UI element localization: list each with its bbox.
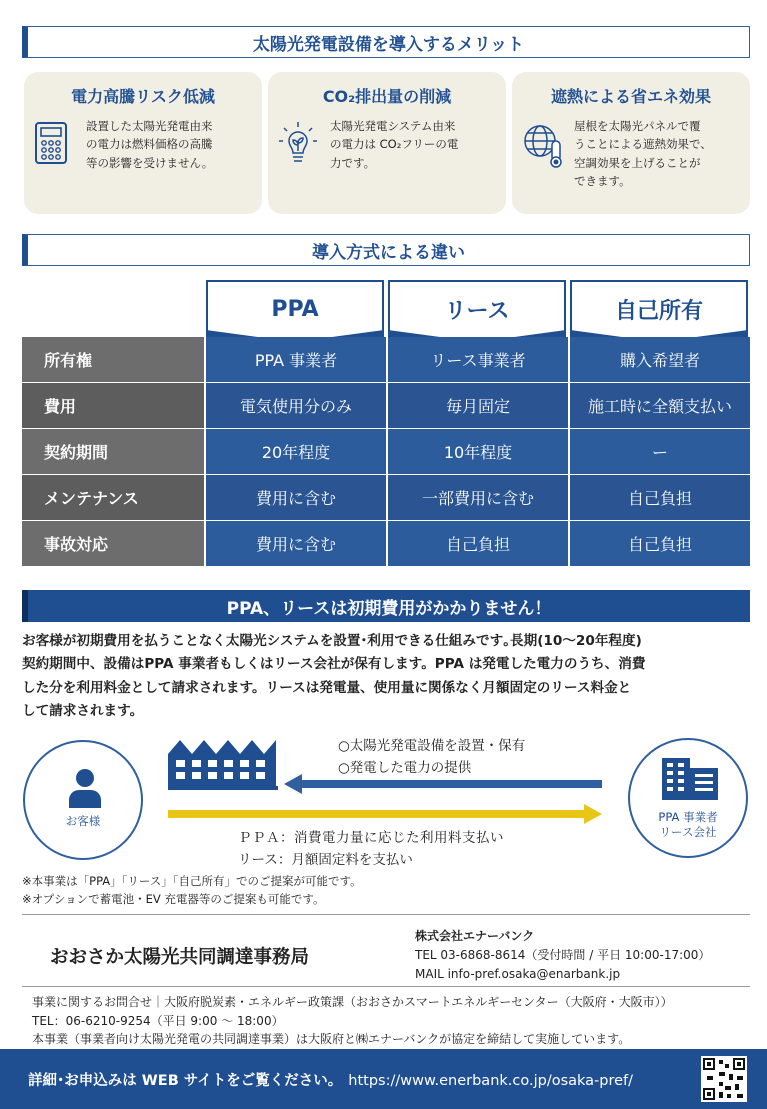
qr-code-icon[interactable] bbox=[701, 1056, 747, 1102]
table-cell: 購入希望者 bbox=[570, 337, 750, 382]
company-tel: TEL 03-6868-8614（受付時間 / 平日 10:00-17:00） bbox=[415, 948, 711, 963]
footer-text: 詳細･お申込みは WEB サイトをご覧ください。 bbox=[28, 1073, 343, 1089]
comparison-header bbox=[22, 234, 750, 266]
no-initial-cost-banner bbox=[22, 590, 750, 622]
merit-card-co2 bbox=[268, 72, 506, 214]
merit-text-line: 空調効果を上げることが bbox=[574, 155, 701, 170]
merit-card-title: 遮熱による省エネ効果 bbox=[550, 87, 711, 106]
merits-header bbox=[22, 26, 750, 58]
office-building-icon bbox=[658, 754, 722, 800]
person-icon bbox=[67, 768, 103, 808]
table-row bbox=[22, 337, 750, 383]
payment-arrow bbox=[168, 804, 602, 824]
customer-circle bbox=[23, 740, 143, 860]
office-name: おおさか太陽光共同調達事務局 bbox=[50, 947, 310, 968]
row-label: 契約期間 bbox=[22, 429, 204, 474]
contact-info bbox=[32, 993, 673, 1049]
table-cell: 一部費用に含む bbox=[388, 475, 568, 520]
table-cell: 費用に含む bbox=[206, 475, 386, 520]
website-link[interactable]: https://www.enerbank.co.jp/osaka-pref/ bbox=[348, 1073, 634, 1089]
payment-line: リース：月額固定料を支払い bbox=[238, 852, 413, 868]
merit-card-insulation bbox=[512, 72, 750, 214]
merit-text-line: 屋根を太陽光パネルで覆 bbox=[574, 119, 701, 133]
merit-card-title: CO₂排出量の削減 bbox=[322, 87, 452, 106]
description-line: お客様が初期費用を払うことなく太陽光システムを設置･利用できる仕組みです｡長期(10～20年程度) bbox=[22, 633, 642, 649]
contact-line: TEL：06-6210-9254（平日 9:00 ～ 18:00） bbox=[32, 1013, 284, 1028]
service-line: ○太陽光発電設備を設置・保有 bbox=[338, 738, 526, 754]
row-label: メンテナンス bbox=[22, 475, 204, 520]
column-header-label: リース bbox=[444, 298, 510, 324]
provider-label: リース会社 bbox=[659, 824, 717, 839]
note-line: ※本事業は「PPA」「リース」「自己所有」でのご提案が可能です。 bbox=[22, 874, 362, 888]
merit-text-line: 力です。 bbox=[330, 155, 376, 170]
description-line: 契約期間中、設備はPPA 事業者もしくはリース会社が保有します。PPA は発電した電力のうち、消費 bbox=[22, 656, 646, 673]
description-line: して請求されます。 bbox=[22, 703, 144, 720]
merit-card-cost bbox=[24, 72, 262, 214]
payment-line: ＰＰＡ：消費電力量に応じた利用料支払い bbox=[238, 830, 504, 846]
merit-text-line: の電力は CO₂フリーの電 bbox=[330, 137, 459, 152]
column-header-lease bbox=[388, 280, 566, 336]
table-cell: 費用に含む bbox=[206, 521, 386, 566]
merit-text-line: の電力は燃料価格の高騰 bbox=[86, 137, 213, 152]
table-cell: 電気使用分のみ bbox=[206, 383, 386, 428]
table-cell: 10年程度 bbox=[388, 429, 568, 474]
table-cell: PPA 事業者 bbox=[206, 337, 386, 382]
table-cell: 毎月固定 bbox=[388, 383, 568, 428]
company-name: 株式会社エナーバンク bbox=[415, 929, 535, 943]
comparison-title: 導入方式による違い bbox=[312, 242, 465, 263]
description-line: した分を利用料金として請求されます。リースは発電量、使用量に関係なく月額固定のリース料金と bbox=[22, 679, 632, 696]
table-row bbox=[22, 383, 750, 429]
provider-circle bbox=[628, 738, 748, 858]
note-line: ※オプションで蓄電池・EV 充電器等のご提案も可能です。 bbox=[22, 892, 325, 907]
row-label: 費用 bbox=[22, 383, 204, 428]
divider bbox=[22, 986, 750, 987]
merit-text-line: うことによる遮熱効果で、 bbox=[574, 137, 712, 152]
calculator-icon bbox=[34, 121, 76, 169]
merit-text-line: 等の影響を受けません。 bbox=[86, 155, 214, 170]
notes bbox=[22, 872, 362, 909]
company-mail[interactable]: MAIL info-pref.osaka@enarbank.jp bbox=[415, 967, 621, 982]
row-label: 事故対応 bbox=[22, 521, 204, 566]
merit-text-line: 太陽光発電システム由来 bbox=[330, 119, 456, 133]
table-cell: リース事業者 bbox=[388, 337, 568, 382]
table-cell: 施工時に全額支払い bbox=[570, 383, 750, 428]
customer-label: お客様 bbox=[65, 814, 101, 828]
table-cell: 自己負担 bbox=[570, 521, 750, 566]
globe-thermometer-icon bbox=[522, 121, 564, 173]
merit-text-line: できます。 bbox=[574, 174, 631, 189]
merit-text-line: 設置した太陽光発電由来 bbox=[86, 119, 213, 133]
footer-bar bbox=[0, 1049, 767, 1109]
banner-text: PPA、リースは初期費用がかかりません！ bbox=[226, 598, 552, 619]
contact-line: 事業に関するお問合せ｜大阪府脱炭素・エネルギー政策課（おおさかスマートエネルギーセンター（大阪府・大阪市）） bbox=[32, 995, 673, 1009]
provider-label: PPA 事業者 bbox=[658, 810, 718, 824]
flow-arrows bbox=[168, 774, 604, 830]
merit-card-title: 電力高騰リスク低減 bbox=[71, 87, 215, 106]
column-header-ppa bbox=[206, 280, 384, 336]
column-header-label: 自己所有 bbox=[614, 298, 703, 324]
service-line: ○発電した電力の提供 bbox=[338, 760, 472, 776]
table-cell: 自己負担 bbox=[388, 521, 568, 566]
table-row bbox=[22, 429, 750, 475]
table-cell: 20年程度 bbox=[206, 429, 386, 474]
table-cell: ー bbox=[570, 429, 750, 474]
eco-bulb-icon bbox=[278, 121, 320, 171]
row-label: 所有権 bbox=[22, 337, 204, 382]
company-info bbox=[415, 927, 710, 985]
table-row bbox=[22, 521, 750, 567]
description-paragraph bbox=[22, 630, 752, 724]
contact-line: 本事業（事業者向け太陽光発電の共同調達事業）は大阪府と㈱エナーバンクが協定を締結して実施しています。 bbox=[32, 1032, 631, 1047]
column-header-own bbox=[570, 280, 748, 336]
merits-title: 太陽光発電設備を導入するメリット bbox=[252, 34, 525, 55]
table-row bbox=[22, 475, 750, 521]
service-arrow bbox=[284, 774, 602, 794]
column-header-label: PPA bbox=[271, 296, 319, 322]
table-cell: 自己負担 bbox=[570, 475, 750, 520]
divider bbox=[22, 914, 750, 915]
